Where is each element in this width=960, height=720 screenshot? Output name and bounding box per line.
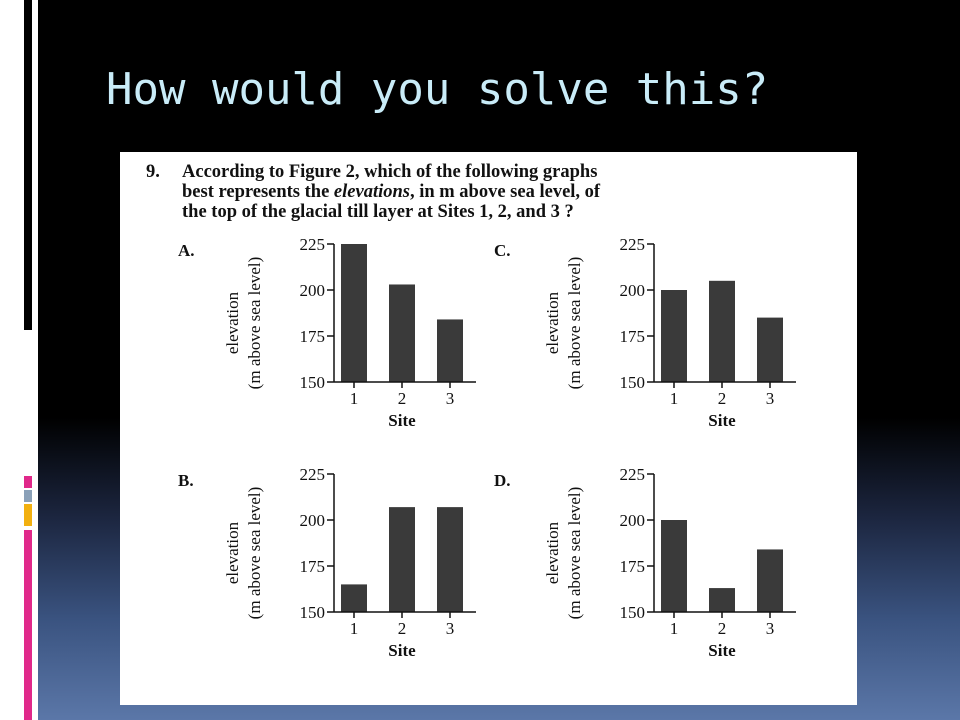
x-tick-label: 1 — [349, 619, 359, 638]
y-tick-label: 150 — [299, 373, 325, 392]
x-axis-title: Site — [388, 411, 416, 430]
y-tick-label: 200 — [299, 511, 325, 530]
chart-b — [178, 465, 476, 660]
question-emphasis: elevations — [333, 182, 410, 202]
bar-site-2 — [389, 284, 415, 382]
bar-site-3 — [757, 318, 783, 382]
accent-bar-2 — [24, 476, 32, 488]
y-tick-label: 225 — [299, 465, 325, 484]
question-number: 9. — [146, 162, 160, 182]
x-tick-label: 3 — [445, 389, 455, 408]
y-axis-title-line-1: elevation — [543, 291, 562, 355]
x-tick-label: 1 — [669, 389, 679, 408]
bar-site-3 — [757, 549, 783, 612]
y-tick-label: 225 — [619, 235, 645, 254]
question-image — [120, 152, 857, 705]
question-line-2-pre: best represents the — [182, 182, 334, 202]
bar-site-1 — [661, 520, 687, 612]
y-axis-title-line-1: elevation — [543, 521, 562, 585]
bar-site-2 — [389, 507, 415, 612]
accent-bar-4 — [24, 504, 32, 526]
bar-site-1 — [661, 290, 687, 382]
chart-c — [494, 235, 796, 430]
chart-label: C. — [494, 241, 511, 260]
answer-charts — [120, 152, 857, 705]
slide-title: How would you solve this? — [106, 64, 769, 115]
y-tick-label: 200 — [619, 281, 645, 300]
accent-bar-6 — [0, 0, 6, 720]
y-tick-label: 200 — [299, 281, 325, 300]
y-tick-label: 150 — [619, 603, 645, 622]
chart-label: B. — [178, 471, 194, 490]
y-tick-label: 225 — [619, 465, 645, 484]
accent-bar-1 — [24, 0, 32, 330]
y-tick-label: 175 — [299, 327, 325, 346]
y-axis-title-line-1: elevation — [223, 291, 242, 355]
bar-site-2 — [709, 588, 735, 612]
chart-d — [494, 465, 796, 660]
x-tick-label: 2 — [397, 389, 407, 408]
y-axis-title-line-2: (m above sea level) — [565, 256, 584, 390]
y-tick-label: 150 — [299, 603, 325, 622]
y-tick-label: 200 — [619, 511, 645, 530]
y-tick-label: 225 — [299, 235, 325, 254]
x-tick-label: 1 — [349, 389, 359, 408]
left-accent-strip — [0, 0, 38, 720]
chart-label: D. — [494, 471, 511, 490]
y-axis-title-line-2: (m above sea level) — [245, 256, 264, 390]
y-axis-title-line-2: (m above sea level) — [245, 486, 264, 620]
bar-site-3 — [437, 507, 463, 612]
x-axis-title: Site — [708, 411, 736, 430]
question-line-2-post: , in m above sea level, of — [409, 182, 601, 202]
accent-bar-5 — [24, 530, 32, 720]
x-tick-label: 3 — [445, 619, 455, 638]
x-axis-title: Site — [388, 641, 416, 660]
x-tick-label: 2 — [717, 619, 727, 638]
question-line-3: the top of the glacial till layer at Sites 1, 2, and 3 ? — [182, 202, 574, 222]
y-tick-label: 175 — [299, 557, 325, 576]
chart-label: A. — [178, 241, 195, 260]
chart-a — [178, 235, 476, 430]
x-tick-label: 1 — [669, 619, 679, 638]
accent-bar-3 — [24, 490, 32, 502]
y-axis-title-line-2: (m above sea level) — [565, 486, 584, 620]
bar-site-1 — [341, 584, 367, 612]
bar-site-3 — [437, 319, 463, 382]
x-tick-label: 3 — [765, 619, 775, 638]
x-tick-label: 3 — [765, 389, 775, 408]
y-axis-title-line-1: elevation — [223, 521, 242, 585]
y-tick-label: 175 — [619, 327, 645, 346]
bar-site-1 — [341, 244, 367, 382]
x-tick-label: 2 — [397, 619, 407, 638]
x-axis-title: Site — [708, 641, 736, 660]
y-tick-label: 175 — [619, 557, 645, 576]
bar-site-2 — [709, 281, 735, 382]
y-tick-label: 150 — [619, 373, 645, 392]
x-tick-label: 2 — [717, 389, 727, 408]
question-line-1: According to Figure 2, which of the following graphs — [182, 162, 598, 182]
